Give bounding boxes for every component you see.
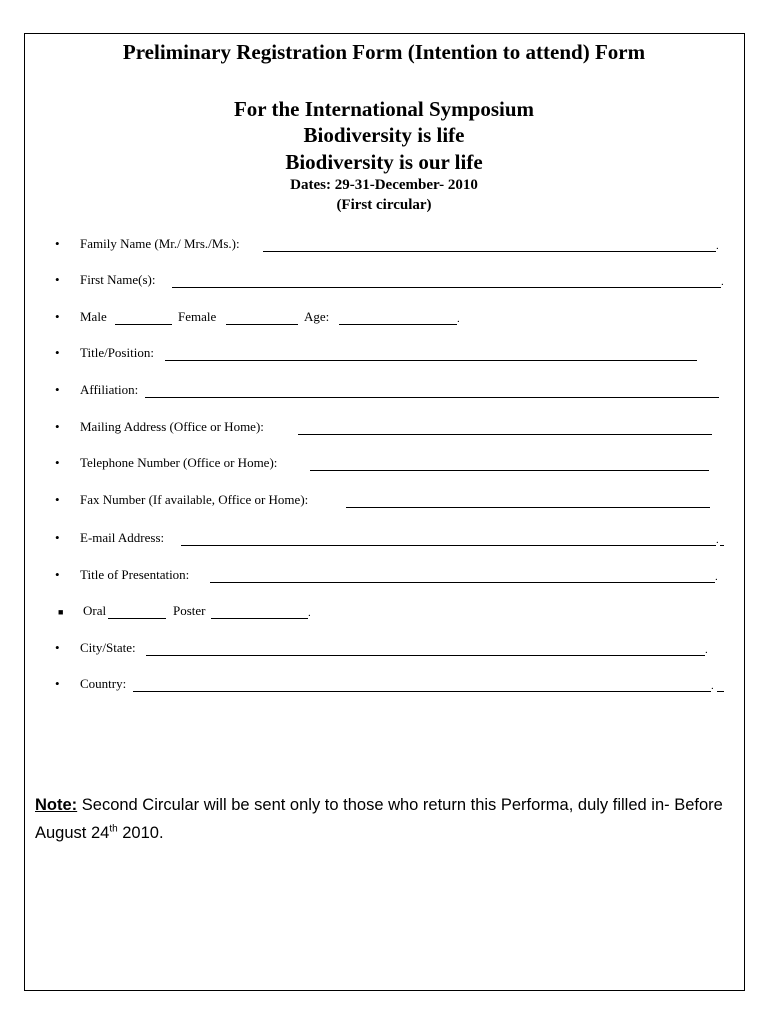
field-title-position: [0, 345, 768, 365]
field-label: Family Name (Mr./ Mrs./Ms.):: [80, 236, 240, 251]
poster-line[interactable]: [211, 618, 308, 619]
bullet: •: [55, 236, 60, 251]
field-label: Fax Number (If available, Office or Home):: [80, 492, 309, 507]
theme-line-2: Biodiversity is our life: [285, 150, 483, 174]
field-label: Affiliation:: [80, 382, 139, 397]
note-text-end: 2010.: [117, 824, 164, 842]
country-line[interactable]: [133, 691, 711, 692]
bullet: •: [55, 492, 60, 507]
line-end-dot: .: [457, 313, 460, 325]
affiliation-line[interactable]: [145, 397, 719, 398]
theme-line-1: Biodiversity is life: [303, 123, 465, 147]
mailing-address-line[interactable]: [298, 434, 712, 435]
field-email: [0, 530, 768, 550]
line-end-dot: .: [308, 607, 311, 619]
field-country: [0, 676, 768, 696]
bullet: •: [55, 567, 60, 582]
form-title: Preliminary Registration Form (Intention to attend) Form: [122, 40, 646, 64]
field-gender-age: [0, 309, 768, 329]
bullet: •: [55, 309, 60, 324]
square-bullet: ■: [58, 607, 64, 617]
field-telephone: [0, 455, 768, 475]
field-mailing-address: [0, 419, 768, 439]
field-family-name: [0, 236, 768, 256]
field-label: Telephone Number (Office or Home):: [80, 455, 278, 470]
title-position-line[interactable]: [165, 360, 697, 361]
field-oral-poster: [0, 603, 768, 623]
family-name-line[interactable]: [263, 251, 716, 252]
circular-line: (First circular): [336, 197, 432, 213]
line-end-dot: .: [711, 680, 714, 692]
female-line[interactable]: [226, 324, 298, 325]
field-fax: [0, 492, 768, 512]
field-first-name: [0, 272, 768, 292]
bullet: •: [55, 455, 60, 470]
male-line[interactable]: [115, 324, 172, 325]
field-affiliation: [0, 382, 768, 402]
note-paragraph: [35, 791, 745, 847]
line-end-dot: .: [705, 644, 708, 656]
bullet: •: [55, 382, 60, 397]
line-end-dot: .: [716, 534, 719, 546]
field-city-state: [0, 640, 768, 660]
dates-line: Dates: 29-31-December- 2010: [290, 177, 478, 193]
field-label: Mailing Address (Office or Home):: [80, 419, 264, 434]
female-label: Female: [178, 309, 217, 324]
field-label: City/State:: [80, 640, 136, 655]
field-label: Title/Position:: [80, 345, 154, 360]
first-name-line[interactable]: [172, 287, 721, 288]
line-end-dot: .: [721, 276, 724, 288]
oral-label: Oral: [83, 603, 107, 618]
city-state-line[interactable]: [146, 655, 705, 656]
line-end-dot: .: [716, 240, 719, 252]
line-tail: [720, 545, 724, 546]
line-tail: [717, 691, 724, 692]
symposium-heading: For the International Symposium: [233, 97, 535, 121]
age-label: Age:: [304, 309, 330, 324]
poster-label: Poster: [173, 603, 206, 618]
note-label: Note:: [35, 796, 78, 814]
ordinal-superscript: th: [109, 823, 118, 835]
field-label: Title of Presentation:: [80, 567, 190, 582]
fax-line[interactable]: [346, 507, 710, 508]
bullet: •: [55, 640, 60, 655]
email-line[interactable]: [181, 545, 716, 546]
bullet: •: [55, 676, 60, 691]
note-text: Second Circular will be sent only to those who return this Performa, duly filled in- Before August 24: [35, 796, 723, 842]
bullet: •: [55, 530, 60, 545]
telephone-line[interactable]: [310, 470, 709, 471]
field-label: E-mail Address:: [80, 530, 165, 545]
field-label: First Name(s):: [80, 272, 156, 287]
line-end-dot: .: [715, 571, 718, 583]
bullet: •: [55, 419, 60, 434]
presentation-title-line[interactable]: [210, 582, 715, 583]
bullet: •: [55, 272, 60, 287]
field-label: Country:: [80, 676, 127, 691]
male-label: Male: [80, 309, 107, 324]
oral-line[interactable]: [108, 618, 166, 619]
bullet: •: [55, 345, 60, 360]
field-presentation-title: [0, 567, 768, 587]
age-line[interactable]: [339, 324, 457, 325]
